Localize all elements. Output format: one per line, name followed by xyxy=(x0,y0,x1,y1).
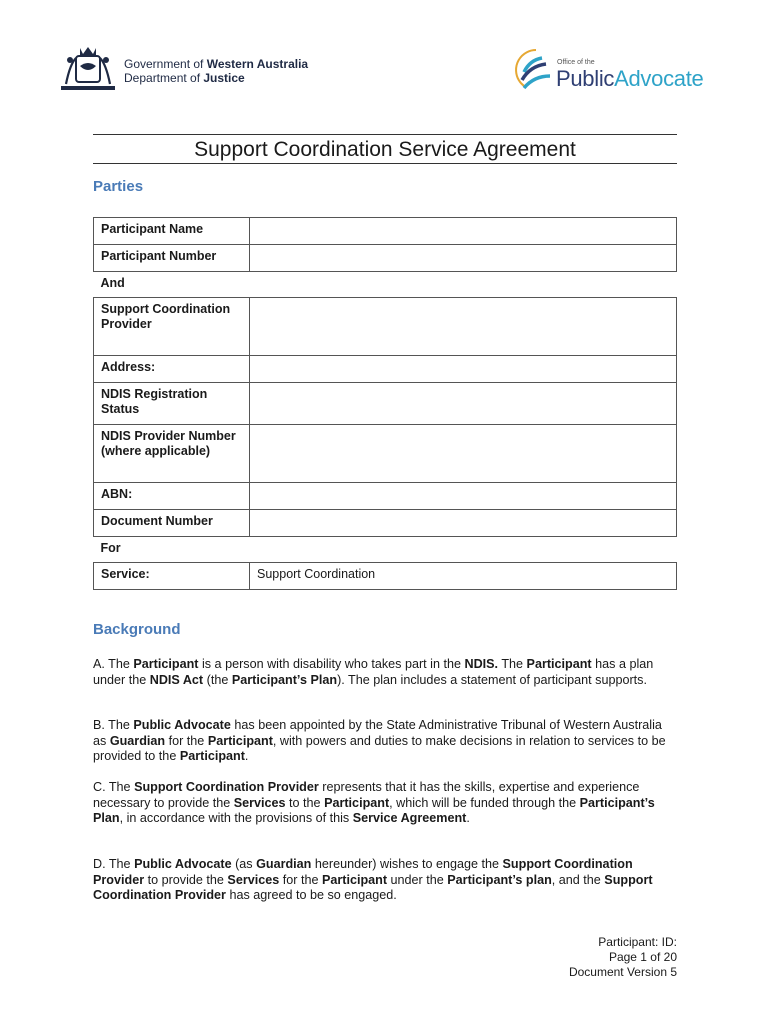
parties-row-label: Participant Number xyxy=(94,245,250,272)
parties-row-label: For xyxy=(100,541,121,555)
parties-row xyxy=(94,218,677,245)
parties-row-label: Service: xyxy=(94,563,250,590)
parties-heading: Parties xyxy=(93,178,144,195)
parties-row-value xyxy=(250,272,677,298)
parties-row-label: NDIS Provider Number (where applicable) xyxy=(94,425,250,483)
document-title: Support Coordination Service Agreement xyxy=(194,138,576,161)
background-paragraph-c: C. The Support Coordination Provider represents that it has the skills, expertise and experience necessary to provide the Services to the Participant, which will be funded through the Participant’s Plan, in accordance with the provisions of this Service Agreement. xyxy=(93,780,655,825)
parties-row xyxy=(94,298,677,356)
office-of-the-text: Office of the xyxy=(557,59,595,66)
parties-row-label: NDIS Registration Status xyxy=(94,383,250,425)
parties-row-label: And xyxy=(100,276,125,290)
public-advocate-wordmark: PublicAdvocate xyxy=(556,66,704,91)
parties-row xyxy=(94,425,677,483)
parties-row-label: Document Number xyxy=(94,510,250,537)
parties-row xyxy=(94,245,677,272)
parties-row-label: Address: xyxy=(94,356,250,383)
background-paragraph-d: D. The Public Advocate (as Guardian hereunder) wishes to engage the Support Coordination Provider to provide the Services for the Participant under the Participant’s plan, and the Support Coordination Provider has agreed to be so engaged. xyxy=(93,857,653,902)
parties-row xyxy=(94,272,677,298)
page-footer xyxy=(569,935,677,980)
background-heading: Background xyxy=(93,621,181,638)
parties-row-value xyxy=(250,425,677,483)
parties-row-value xyxy=(250,510,677,537)
parties-row-value xyxy=(250,356,677,383)
parties-row-label: Participant Name xyxy=(94,218,250,245)
parties-row-value xyxy=(250,298,677,356)
parties-row xyxy=(94,537,677,563)
parties-row-value xyxy=(250,537,677,563)
parties-table xyxy=(93,217,677,590)
parties-row xyxy=(94,356,677,383)
page-number: Page 1 of 20 xyxy=(608,950,677,964)
parties-row-value: Support Coordination xyxy=(250,563,677,590)
parties-row-label: ABN: xyxy=(94,483,250,510)
parties-row-value xyxy=(250,483,677,510)
parties-row-value xyxy=(250,245,677,272)
wa-government-text: Government of Western Australia Department of Justice xyxy=(124,57,309,85)
document-version: Document Version 5 xyxy=(568,965,677,979)
public-advocate-emblem xyxy=(514,44,558,98)
parties-row xyxy=(94,563,677,590)
title-bottom-rule xyxy=(93,163,677,164)
title-top-rule xyxy=(93,134,677,135)
parties-row-label: Support Coordination Provider xyxy=(94,298,250,356)
parties-row-value xyxy=(250,383,677,425)
parties-row xyxy=(94,483,677,510)
participant-id-label: Participant: ID: xyxy=(598,935,677,949)
parties-row xyxy=(94,510,677,537)
background-paragraph-a: A. The Participant is a person with disability who takes part in the NDIS. The Participant has a plan under the NDIS Act (the Participant’s Plan). The plan includes a statement of participant supports. xyxy=(93,657,654,687)
parties-row-value xyxy=(250,218,677,245)
background-paragraph-b: B. The Public Advocate has been appointed by the State Administrative Tribunal of Western Australia as Guardian for the Participant, with powers and duties to make decisions in relation to services to be provided to the Participant. xyxy=(93,718,666,763)
wa-crest-logo xyxy=(58,44,118,96)
parties-row xyxy=(94,383,677,425)
